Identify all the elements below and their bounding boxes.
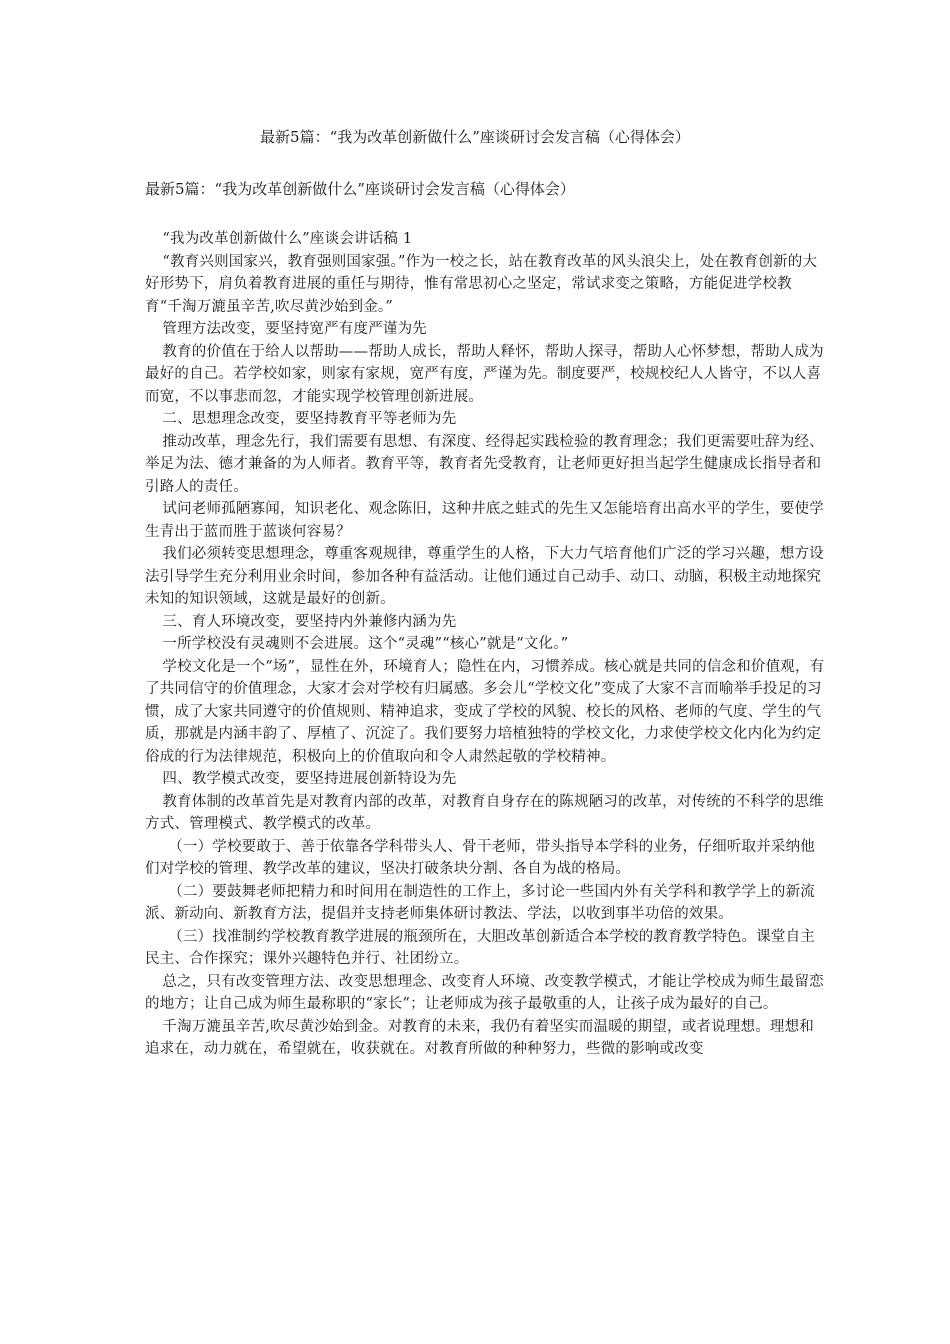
document-subtitle: 最新5篇：“我为改革创新做什么”座谈研讨会发言稿（心得体会） (145, 180, 575, 198)
body-paragraph: 千淘万漉虽辛苦,吹尽黄沙始到金。对教育的未来，我仍有着坚实而温暖的期望，或者说理想。理想和追求在，动力就在，希望就在，收获就在。对教育所做的种种努力，些微的影响或改变 (145, 1018, 814, 1057)
section-heading: 三、育人环境改变，要坚持内外兼修内涵为先 (162, 613, 457, 630)
document-body (145, 228, 825, 1061)
speech-heading: “我为改革创新做什么”座谈会讲话稿 1 (162, 231, 413, 247)
body-paragraph: 一所学校没有灵魂则不会进展。这个“灵魂”“核心”就是“文化。” (162, 636, 569, 652)
body-paragraph: （一）学校要敢于、善于依靠各学科带头人、骨干老师，带头指导本学科的业务，仔细听取并采纳他们对学校的管理、教学改革的建议，坚决打破条块分割、各自为战的格局。 (145, 838, 815, 877)
body-paragraph: “教育兴则国家兴，教育强则国家强。”作为一校之长，站在教育改革的风头浪尖上，处在教育创新的大好形势下，肩负着教育进展的重任与期待，惟有常思初心之坚定，常试求变之策略，方能促进学校教育“千淘万漉虽辛苦,吹尽黄沙始到金。” (145, 253, 818, 315)
section-heading: 四、教学模式改变，要坚持进展创新特设为先 (162, 771, 457, 787)
body-paragraph: （三）找准制约学校教育教学进展的瓶颈所在，大胆改革创新适合本学校的教育教学特色。课堂自主民主、合作探究；课外兴趣特色并行、社团纷立。 (145, 928, 815, 967)
body-paragraph: 学校文化是一个“场”，显性在外，环境育人；隐性在内，习惯养成。核心就是共同的信念和价值观，有了共同信守的价值理念，大家才会对学校有归属感。多会儿“学校文化”变成了大家不言而喻举手投足的习惯，成了大家共同遵守的价值规则、精神追求，变成了学校的风貌、校长的风格、老师的气度、学生的气质，那就是内涵丰韵了、厚植了、沉淀了。我们要努力培植独特的学校文化，力求使学校文化内化为约定俗成的行为法律规范，积极向上的价值取向和令人肃然起敬的学校精神。 (145, 658, 825, 765)
body-paragraph: 教育体制的改革首先是对教育内部的改革，对教育自身存在的陈规陋习的改革，对传统的不科学的思维方式、管理模式、教学模式的改革。 (145, 793, 824, 832)
body-paragraph: 总之，只有改变管理方法、改变思想理念、改变育人环境、改变教学模式，才能让学校成为师生最留恋的地方；让自己成为师生最称职的“家长”；让老师成为孩子最敬重的人，让孩子成为最好的自己。 (145, 973, 824, 1012)
body-paragraph: 推动改革，理念先行，我们需要有思想、有深度、经得起实践检验的教育理念；我们更需要吐辞为经、举足为法、德才兼备的为人师者。教育平等，教育者先受教育，让老师更好担当起学生健康成长指导者和引路人的责任。 (145, 433, 824, 495)
section-heading: 二、思想理念改变，要坚持教育平等老师为先 (162, 411, 457, 427)
body-paragraph: 教育的价值在于给人以帮助——帮助人成长，帮助人释怀，帮助人探寻，帮助人心怀梦想，帮助人成为最好的自己。若学校如家，则家有家规，宽严有度，严谨为先。制度要严，校规校纪人人皆守，不以人喜而宽，不以事悲而忽，才能实现学校管理创新进展。 (145, 343, 824, 405)
body-paragraph: 我们必须转变思想理念，尊重客观规律，尊重学生的人格，下大力气培育他们广泛的学习兴趣，想方设法引导学生充分利用业余时间，参加各种有益活动。让他们通过自己动手、动口、动脑，积极主动地探究未知的知识领域，这就是最好的创新。 (145, 546, 824, 607)
body-paragraph: （二）要鼓舞老师把精力和时间用在制造性的工作上，多讨论一些国内外有关学科和教学学上的新流派、新动向、新教育方法，提倡并支持老师集体研讨教法、学法，以收到事半功倍的效果。 (145, 883, 815, 922)
body-paragraph: 试问老师孤陋寡闻，知识老化、观念陈旧，这种井底之蛙式的先生又怎能培育出高水平的学生，要使学生青出于蓝而胜于蓝谈何容易？ (145, 501, 824, 540)
section-heading: 管理方法改变，要坚持宽严有度严谨为先 (162, 321, 427, 337)
document-title: 最新5篇：“我为改革创新做什么”座谈研讨会发言稿（心得体会） (260, 128, 690, 146)
